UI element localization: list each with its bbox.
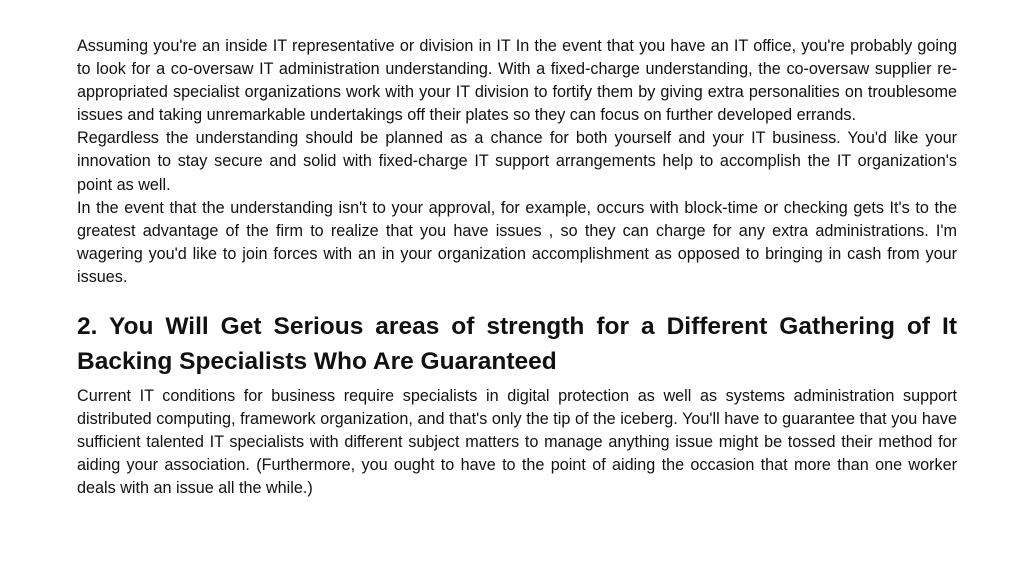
paragraph-event: In the event that the understanding isn't to your approval, for example, occurs with block-time or checking gets It's to the greatest advantage of the firm to realize that you have issues , so they can charge for any extra administrations. I'm wagering you'd like to join forces with an in your organization accomplishment as opposed to bringing in cash from your issues. <box>77 198 957 286</box>
paragraph-regardless: Regardless the understanding should be planned as a chance for both yourself and your IT business. You'd like your innovation to stay secure and solid with fixed-charge IT support arrangements help to accomplish the IT organization's point as well. <box>77 129 957 194</box>
paragraph-current-it: Current IT conditions for business require specialists in digital protection as well as systems administration support distributed computing, framework organization, and that's only the tip of the iceberg. You'll have to guarantee that you have sufficient talented IT specialists with different subject matters to manage anything issue might be tossed their method for aiding your association. (Furthermore, you ought to have to the point of aiding the occasion that more than one worker deals with an issue all the while.) <box>77 387 957 498</box>
paragraph-intro: Assuming you're an inside IT representative or division in IT In the event that you have an IT office, you're probably going to look for a co-oversaw IT administration understanding. With a fixed-charge understanding, the co-oversaw supplier re-appropriated specialist organizations work with your IT division to fortify them by giving extra personalities on troublesome issues and taking unremarkable undertakings off their plates so they can focus on further developed errands. <box>77 37 957 125</box>
document-body <box>77 35 957 501</box>
section-heading: 2. You Will Get Serious areas of strength for a Different Gathering of It Backing Specialists Who Are Guaranteed <box>77 313 957 376</box>
